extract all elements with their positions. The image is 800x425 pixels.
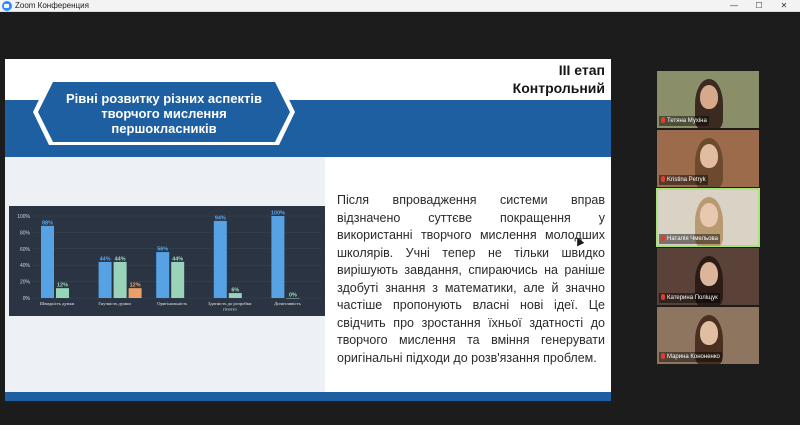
slide-title: Рівні розвитку різних аспектів творчого мислення першокласників <box>66 91 262 136</box>
participant-video-face <box>700 262 718 286</box>
chart-y-tick-label: 40% <box>19 263 30 270</box>
chart-bar <box>214 221 227 298</box>
participant-video-face <box>700 321 718 345</box>
chart-data-label: 56% <box>157 246 169 253</box>
shared-screen-slide <box>5 59 611 401</box>
chart-y-tick-label: 100% <box>17 214 30 220</box>
chart-data-label: 88% <box>41 220 54 227</box>
chart-y-tick-label: 60% <box>19 246 30 253</box>
bar-chart-svg <box>9 206 325 316</box>
participant-name: Kristina Petryk <box>667 177 706 183</box>
participant-tile[interactable] <box>657 307 759 364</box>
chart-x-tick-label: Оригінальність <box>157 301 188 306</box>
chart-y-tick-label: 20% <box>19 279 30 286</box>
chart-bar <box>129 288 142 298</box>
participant-name-label <box>659 293 720 303</box>
chart-y-tick-label: 80% <box>19 230 30 237</box>
muted-mic-icon <box>661 176 665 182</box>
participant-name-label <box>659 116 709 126</box>
chart-data-label: 12% <box>56 282 69 289</box>
window-titlebar <box>0 0 800 12</box>
participant-video-face <box>700 203 718 227</box>
participant-tile[interactable] <box>657 71 759 128</box>
zoom-app-icon <box>2 1 12 11</box>
muted-mic-icon <box>661 235 665 241</box>
participant-name: Тетяна Мухіна <box>667 118 707 124</box>
chart-data-label: 94% <box>214 215 226 222</box>
stage-title <box>475 61 605 97</box>
participant-name-label <box>659 234 720 244</box>
chart-data-label: 12% <box>129 282 141 289</box>
chart-data-label: 44% <box>114 256 126 263</box>
participant-name: Марина Кононенко <box>667 354 720 360</box>
participant-tile[interactable] <box>657 248 759 305</box>
chart-x-tick-label: Здатність до розробки <box>208 301 252 306</box>
chart-bar <box>114 262 127 298</box>
chart-data-label: 6% <box>231 287 240 294</box>
chart-x-tick-label: Гнучкість думки <box>98 301 131 306</box>
bar-chart <box>9 206 325 316</box>
muted-mic-icon <box>661 353 665 359</box>
chart-bar <box>171 262 184 298</box>
participant-video-face <box>700 144 718 168</box>
stage-title-line2: Контрольний <box>512 80 605 96</box>
chart-bar <box>41 226 54 298</box>
chart-data-label: 44% <box>99 256 111 263</box>
window-title: Zoom Конференция <box>15 1 89 10</box>
close-button[interactable]: ✕ <box>780 1 788 10</box>
participant-tile[interactable] <box>657 189 759 246</box>
participant-name-label <box>659 175 708 185</box>
participant-name-label <box>659 352 722 362</box>
chart-data-label: 100% <box>270 210 285 217</box>
chart-bar <box>56 288 69 298</box>
chart-bar <box>99 262 112 298</box>
muted-mic-icon <box>661 294 665 300</box>
chart-bar <box>229 293 242 298</box>
chart-x-tick-label: Допитливість <box>274 301 301 306</box>
participant-video-face <box>700 85 718 109</box>
stage-title-line1: III етап <box>558 62 605 78</box>
chart-data-label: 0% <box>288 292 297 299</box>
muted-mic-icon <box>661 117 665 123</box>
chart-data-label: 44% <box>172 256 184 263</box>
slide-body-text: Після впровадження системи вправ відзначено суттєве покращення у використанні творчого мислення молодших школярів. Учні тепер не тільки швидко вирішують завдання, спираючись на раніше здобуті знання з математики, але й значно частіше пропонують власні нові ідеї. Це свідчить про зростання їхньої здатності до творчого мислення та вміння генерувати оригінальні підходи до розв'язання проблем. <box>337 193 605 365</box>
participant-tile[interactable] <box>657 130 759 187</box>
maximize-button[interactable]: ☐ <box>755 1 763 10</box>
participant-name: Катерина Поліщук <box>667 295 718 301</box>
chart-x-tick-label: Швидкість думки <box>39 301 75 306</box>
minimize-button[interactable]: — <box>730 1 738 10</box>
chart-bar <box>156 252 169 298</box>
participant-name: Наталія Чмельова <box>667 236 718 242</box>
chart-y-tick-label: 0% <box>22 296 30 302</box>
slide-title-badge <box>33 79 295 145</box>
meeting-stage <box>0 12 800 425</box>
chart-bar <box>271 216 284 298</box>
chart-x-tick-label: гіпотез <box>222 306 237 312</box>
